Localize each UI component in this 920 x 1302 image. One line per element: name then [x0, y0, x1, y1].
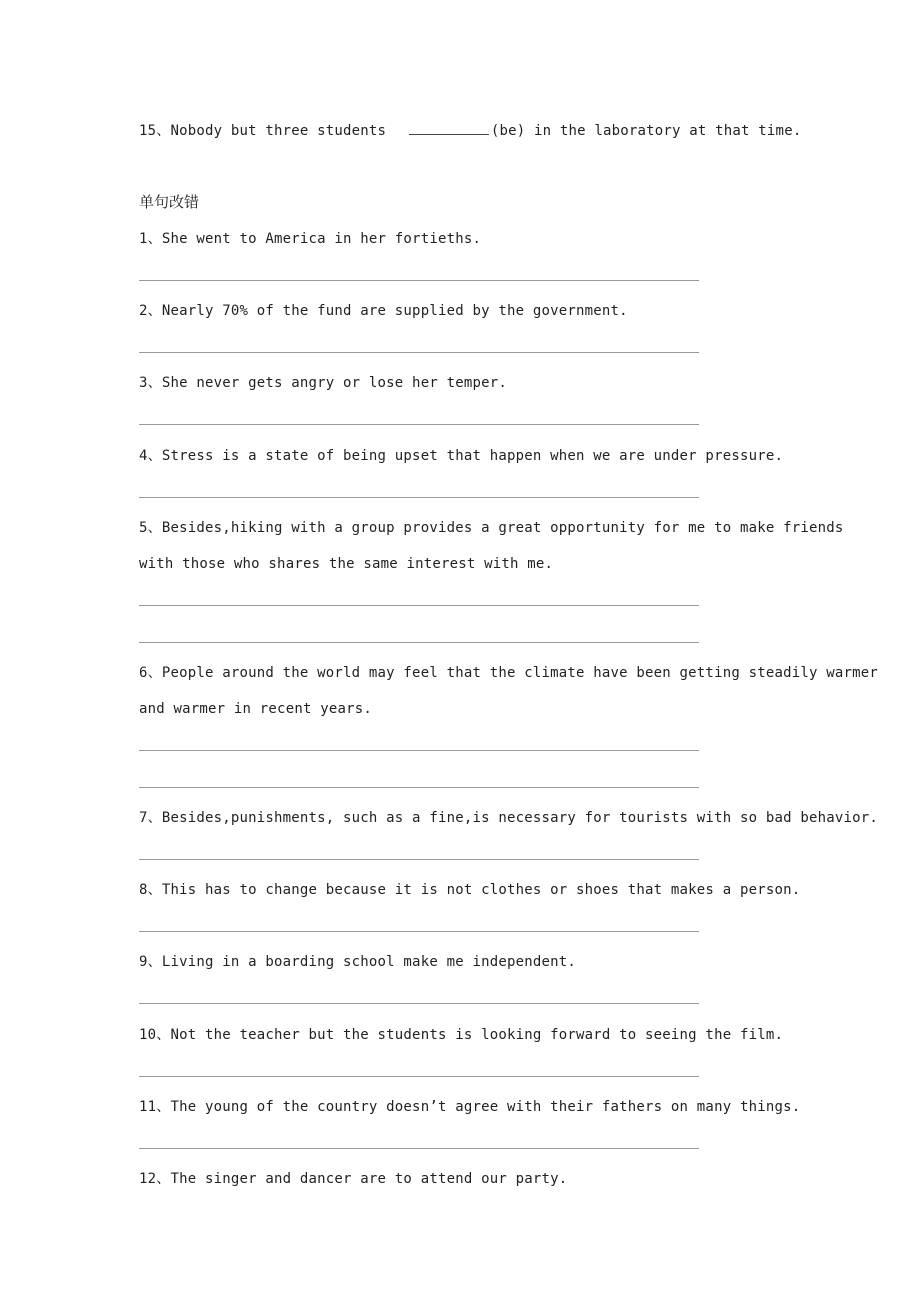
correction-item-1: 1、She went to America in her fortieths.	[139, 231, 482, 247]
correction-item-12: 12、The singer and dancer are to attend our party.	[139, 1171, 568, 1187]
correction-item-6-line-2: and warmer in recent years.	[139, 701, 372, 717]
correction-item-8: 8、This has to change because it is not clothes or shoes that makes a person.	[139, 882, 801, 898]
correction-item-5-line-2: with those who shares the same interest with me.	[139, 556, 554, 572]
correction-item-6-line-1: 6、People around the world may feel that the climate have been getting steadily warmer	[139, 665, 879, 681]
answer-line-10[interactable]	[139, 1076, 699, 1077]
answer-line-6a[interactable]	[139, 750, 699, 751]
fill-in-prefix: 15、Nobody but three students	[139, 123, 395, 139]
answer-line-2[interactable]	[139, 352, 699, 353]
answer-line-8[interactable]	[139, 931, 699, 932]
answer-line-7[interactable]	[139, 859, 699, 860]
section-title: 单句改错	[139, 193, 200, 211]
answer-line-11[interactable]	[139, 1148, 699, 1149]
answer-line-9[interactable]	[139, 1003, 699, 1004]
answer-line-5a[interactable]	[139, 605, 699, 606]
correction-item-10: 10、Not the teacher but the students is looking forward to seeing the film.	[139, 1027, 784, 1043]
answer-line-1[interactable]	[139, 280, 699, 281]
correction-item-2: 2、Nearly 70% of the fund are supplied by the government.	[139, 303, 628, 319]
correction-item-7: 7、Besides,punishments, such as a fine,is necessary for tourists with so bad behavior.	[139, 810, 879, 826]
correction-item-11: 11、The young of the country doesn’t agree with their fathers on many things.	[139, 1099, 801, 1115]
correction-item-3: 3、She never gets angry or lose her temper.	[139, 375, 507, 391]
fill-in-item-15	[139, 120, 801, 141]
correction-item-9: 9、Living in a boarding school make me independent.	[139, 954, 577, 970]
correction-item-4: 4、Stress is a state of being upset that happen when we are under pressure.	[139, 448, 784, 464]
answer-line-6b[interactable]	[139, 787, 699, 788]
answer-line-4[interactable]	[139, 497, 699, 498]
answer-line-5b[interactable]	[139, 642, 699, 643]
correction-item-5-line-1: 5、Besides,hiking with a group provides a great opportunity for me to make friends	[139, 520, 844, 536]
fill-in-suffix: (be) in the laboratory at that time.	[490, 123, 802, 139]
answer-line-3[interactable]	[139, 424, 699, 425]
fill-in-blank[interactable]	[409, 120, 489, 135]
